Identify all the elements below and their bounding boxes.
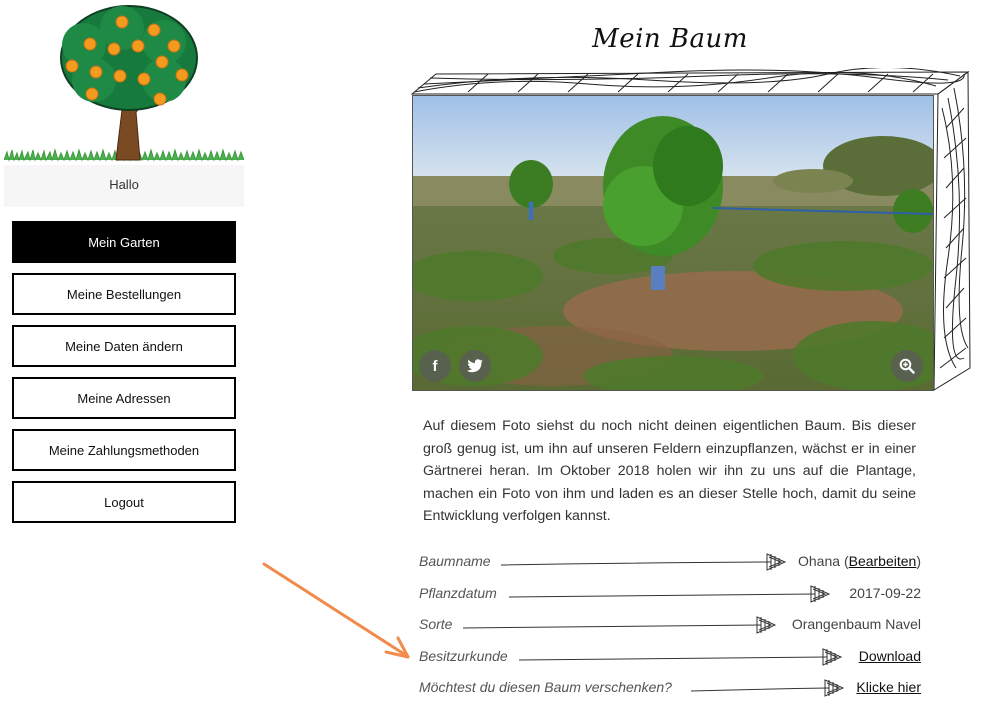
tree-description: Auf diesem Foto siehst du noch nicht deinen eigentlichen Baum. Bis dieser groß genug ist, um ihn auf unseren Feldern einzupflanzen, wächst er in einer Gärtnerei heran. Im Oktober 2018 holen wir ihn zu uns auf die Plantage, machen ein Foto von ihm und laden es an dieser Stelle hoch, damit du seine Entwicklung verfolgen kannst. <box>423 418 916 524</box>
edit-tree-name-link[interactable]: Bearbeiten <box>848 553 917 569</box>
gift-value <box>856 679 921 695</box>
plant-date-value: 2017-09-22 <box>849 585 921 601</box>
detail-row-variety <box>419 614 921 636</box>
menu-meine-adressen[interactable]: Meine Adressen <box>12 377 236 419</box>
menu-meine-bestellungen[interactable]: Meine Bestellungen <box>12 273 236 315</box>
menu-mein-garten[interactable]: Mein Garten <box>12 221 236 263</box>
variety-label: Sorte <box>419 616 453 632</box>
tree-logo <box>4 0 244 165</box>
arrow-icon <box>509 583 833 605</box>
facebook-icon: f <box>432 357 438 375</box>
arrow-icon <box>691 677 847 699</box>
arrow-icon <box>463 614 779 636</box>
detail-row-gift <box>419 677 921 699</box>
detail-row-certificate <box>419 646 921 668</box>
plant-date-label: Pflanzdatum <box>419 585 497 601</box>
menu-meine-zahlungsmethoden[interactable]: Meine Zahlungsmethoden <box>12 429 236 471</box>
variety-value: Orangenbaum Navel <box>791 616 921 632</box>
edit-close-paren: ) <box>916 553 921 569</box>
detail-row-plant-date <box>419 583 921 605</box>
twitter-share-button[interactable] <box>459 350 491 382</box>
page-title: Mein Baum <box>592 24 748 54</box>
greeting: Hallo <box>4 165 244 207</box>
arrow-icon <box>501 551 787 573</box>
edit-open-paren: ( <box>843 553 849 569</box>
certificate-value <box>859 648 921 664</box>
zoom-button[interactable] <box>891 350 923 382</box>
tree-name-label: Baumname <box>419 553 491 569</box>
twitter-icon <box>467 359 483 373</box>
annotation-arrow <box>258 558 418 668</box>
gift-tree-link[interactable]: Klicke hier <box>856 679 921 695</box>
tree-photo[interactable] <box>412 95 934 391</box>
certificate-label: Besitzurkunde <box>419 648 508 664</box>
menu-meine-daten-aendern[interactable]: Meine Daten ändern <box>12 325 236 367</box>
detail-row-tree-name <box>419 551 921 573</box>
arrow-icon <box>519 646 845 668</box>
zoom-in-icon <box>899 358 915 374</box>
facebook-share-button[interactable] <box>419 350 451 382</box>
download-certificate-link[interactable]: Download <box>858 648 921 664</box>
tree-name-value <box>798 553 921 569</box>
gift-label: Möchtest du diesen Baum verschenken? <box>419 679 672 695</box>
tree-name: Ohana <box>798 553 841 569</box>
menu-logout[interactable]: Logout <box>12 481 236 523</box>
